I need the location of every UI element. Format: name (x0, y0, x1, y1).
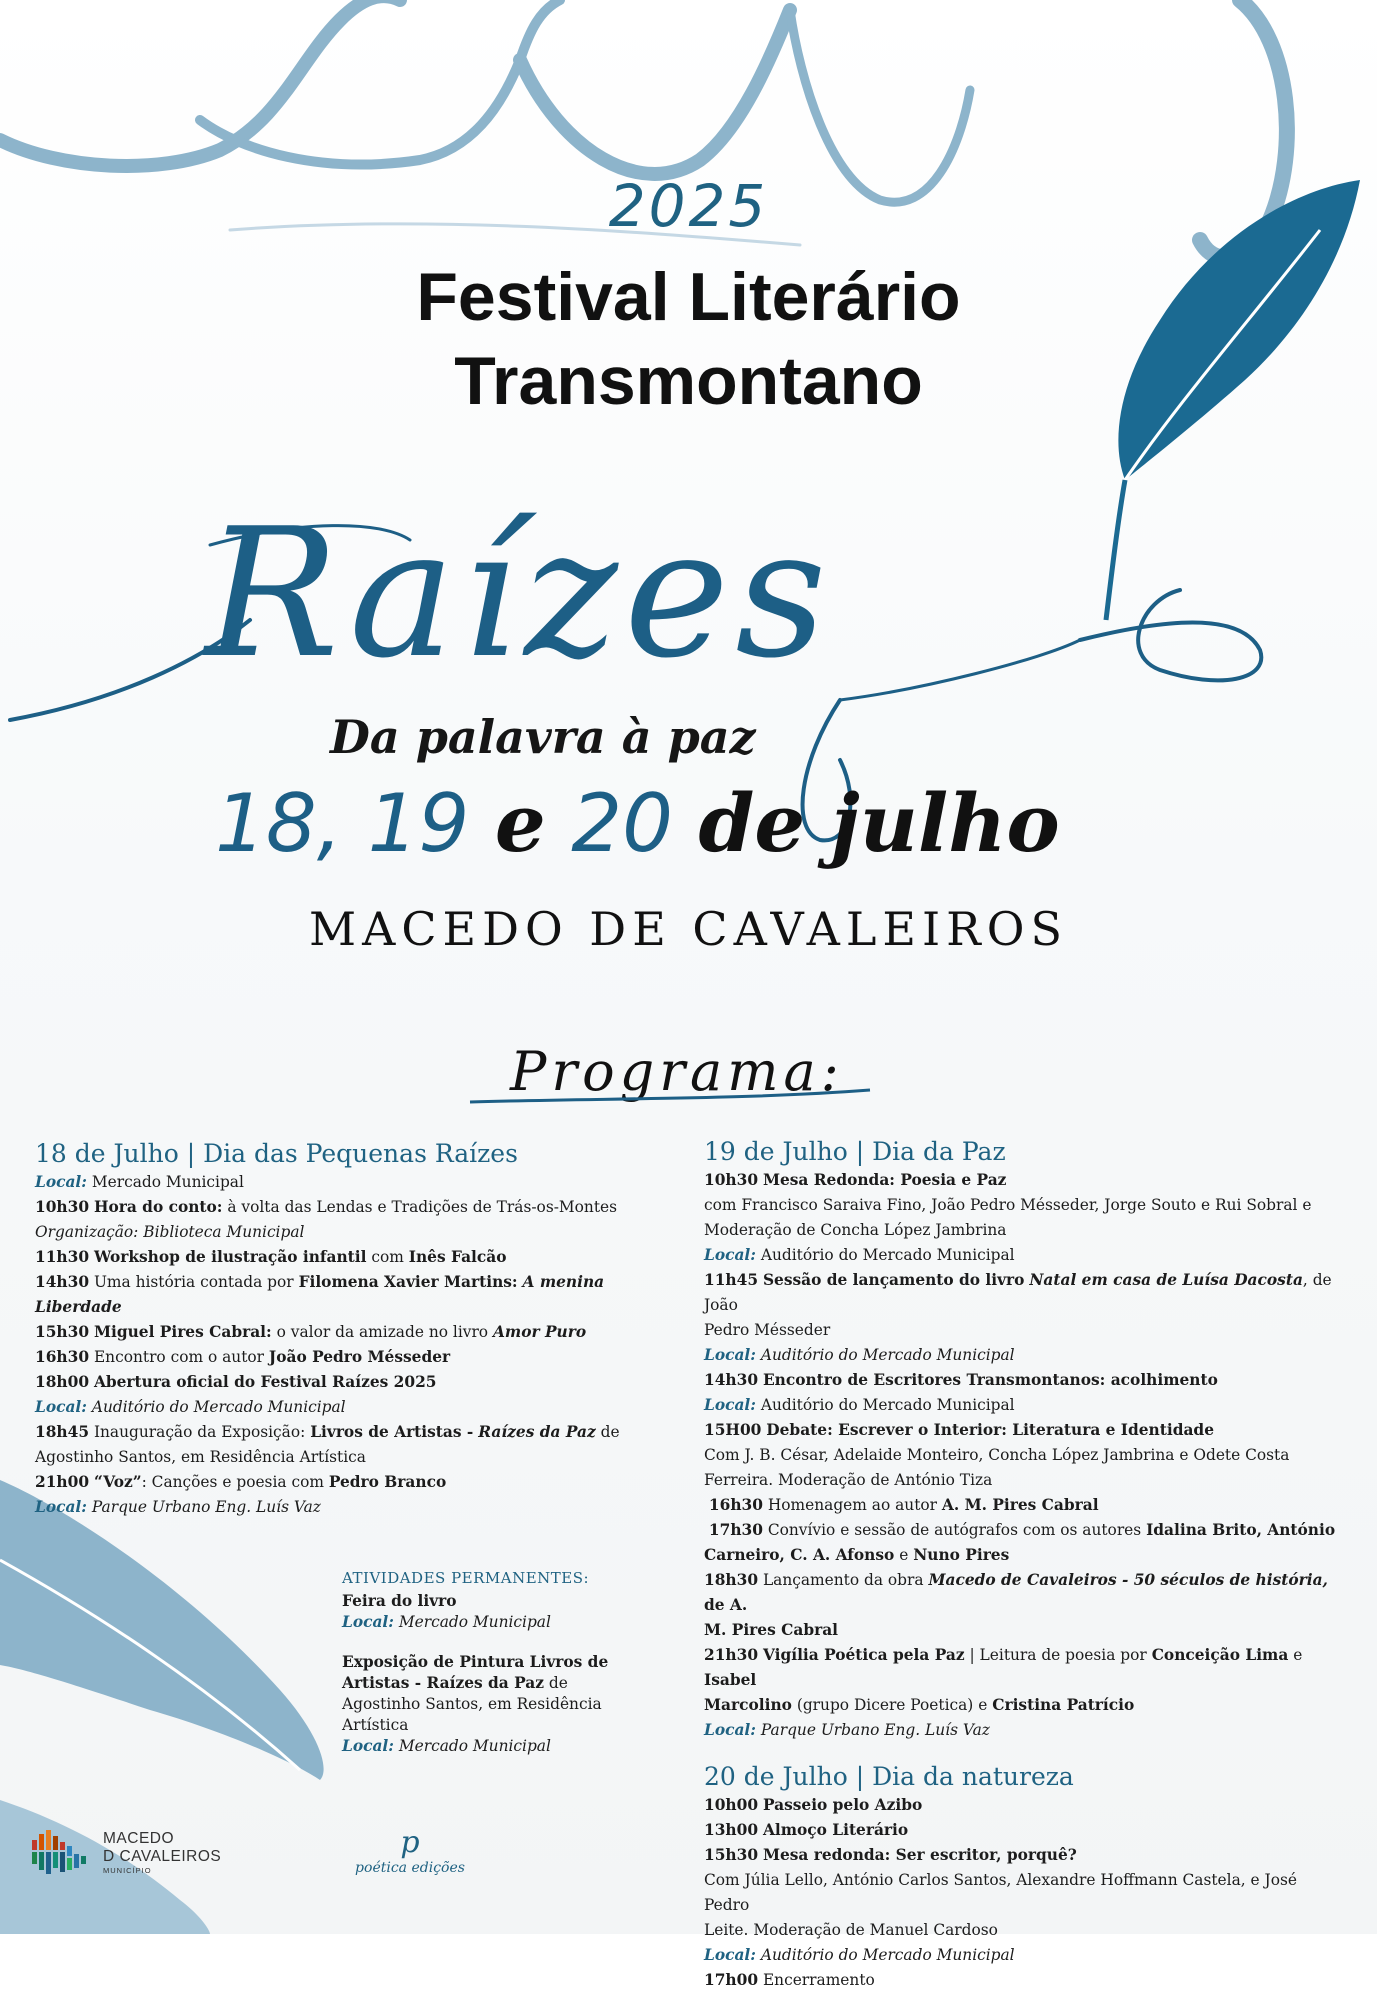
list-item: 16h30 Homenagem ao autor A. M. Pires Cabral (708, 1496, 1099, 1514)
list-item: Organização: Biblioteca Municipal (35, 1223, 305, 1241)
list-item: Local: Auditório do Mercado Municipal (704, 1346, 1015, 1364)
day2-heading: 19 de Julho | Dia da Paz (704, 1137, 1006, 1166)
list-item: 21h00 “Voz”: Canções e poesia com Pedro Branco (35, 1473, 447, 1491)
day2-schedule (704, 1136, 1344, 1993)
list-item: 17h00 Encerramento (704, 1971, 875, 1989)
municipality-name: MACEDO D CAVALEIROS MUNICÍPIO (103, 1830, 222, 1875)
dates-de: de (698, 776, 806, 870)
list-item: Com Júlia Lello, António Carlos Santos, Alexandre Hoffmann Castela, e José Pedro (704, 1871, 1297, 1914)
theme-subtitle: Da palavra à paz (330, 710, 756, 764)
permanent-heading: ATIVIDADES PERMANENTES: (342, 1569, 590, 1587)
list-item: Agostinho Santos, em Residência Artística (35, 1448, 366, 1466)
list-item: 13h00 Almoço Literário (704, 1821, 909, 1839)
list-item: 10h00 Passeio pelo Azibo (704, 1796, 923, 1814)
spacer (704, 1743, 1344, 1761)
dates-month: julho (830, 776, 1060, 870)
list-item: Exposição de Pintura Livros de Artistas - Raízes da Paz de Agostinho Santos, em Residência Artística (342, 1653, 609, 1734)
day1-schedule (35, 1138, 675, 1520)
list-item: M. Pires Cabral (704, 1621, 839, 1639)
list-item: Feira do livro (342, 1592, 457, 1610)
festival-title-line1: Festival Literário (416, 259, 961, 335)
list-item: 11h45 Sessão de lançamento do livro Natal em casa de Luísa Dacosta, de João (704, 1271, 1332, 1314)
list-item: 10h30 Mesa Redonda: Poesia e Paz (704, 1171, 1007, 1189)
day1-heading: 18 de Julho | Dia das Pequenas Raízes (35, 1139, 518, 1168)
day3-heading: 20 de Julho | Dia da natureza (704, 1762, 1074, 1791)
list-item: Pedro Mésseder (704, 1321, 831, 1339)
municipality-emblem-icon (30, 1826, 96, 1886)
publisher-name: poética edições (355, 1860, 465, 1876)
list-item: Leite. Moderação de Manuel Cardoso (704, 1921, 998, 1939)
list-item: 18h30 Lançamento da obra Macedo de Cavaleiros - 50 séculos de história, de A. (704, 1571, 1328, 1614)
permanent-activities (342, 1568, 622, 1757)
list-item: 11h30 Workshop de ilustração infantil com Inês Falcão (35, 1248, 507, 1266)
dates-days: 18, 19 (215, 777, 470, 870)
programa-heading: Programa: (510, 1040, 844, 1103)
festival-location: MACEDO DE CAVALEIROS (309, 902, 1068, 956)
list-item: Local: Parque Urbano Eng. Luís Vaz (704, 1721, 990, 1739)
theme-title: Raízes (205, 490, 833, 697)
list-item: 14h30 Encontro de Escritores Transmontanos: acolhimento (704, 1371, 1218, 1389)
list-item: Ferreira. Moderação de António Tiza (704, 1471, 993, 1489)
list-item: 21h30 Vigília Poética pela Paz | Leitura de poesia por Conceição Lima e Isabel (704, 1646, 1303, 1689)
municipality-logo (30, 1826, 240, 1888)
list-item: Local: Mercado Municipal (342, 1613, 551, 1631)
festival-title-line2: Transmontano (454, 343, 923, 419)
list-item: Com J. B. César, Adelaide Monteiro, Concha López Jambrina e Odete Costa (704, 1446, 1290, 1464)
list-item: 18h00 Abertura oficial do Festival Raízes 2025 (35, 1373, 437, 1391)
list-item: 14h30 Uma história contada por Filomena Xavier Martins: A menina Liberdade (35, 1273, 605, 1316)
list-item: 17h30 Convívio e sessão de autógrafos com os autores Idalina Brito, António (708, 1521, 1336, 1539)
list-item: 15h30 Mesa redonda: Ser escritor, porquê? (704, 1846, 1077, 1864)
list-item: 15H00 Debate: Escrever o Interior: Literatura e Identidade (704, 1421, 1214, 1439)
dates-day3: 20 (571, 777, 674, 870)
dates-and: e (494, 776, 546, 870)
list-item: Local: Auditório do Mercado Municipal (704, 1946, 1015, 1964)
list-item: com Francisco Saraiva Fino, João Pedro Mésseder, Jorge Souto e Rui Sobral e (704, 1196, 1312, 1214)
festival-year: 2025 (608, 172, 769, 240)
list-item: 15h30 Miguel Pires Cabral: o valor da amizade no livro Amor Puro (35, 1323, 587, 1341)
list-item: 16h30 Encontro com o autor João Pedro Mésseder (35, 1348, 451, 1366)
list-item: Local: Parque Urbano Eng. Luís Vaz (35, 1498, 321, 1516)
list-item: Local: Auditório do Mercado Municipal (704, 1246, 1015, 1264)
publisher-logo (345, 1826, 475, 1892)
publisher-mark-icon: p (400, 1825, 420, 1860)
list-item: Marcolino (grupo Dicere Poetica) e Cristina Patrício (704, 1696, 1135, 1714)
list-item: Moderação de Concha López Jambrina (704, 1221, 1007, 1239)
list-item: 10h30 Hora do conto: à volta das Lendas e Tradições de Trás-os-Montes (35, 1198, 618, 1216)
spacer (342, 1633, 622, 1652)
list-item: 18h45 Inauguração da Exposição: Livros de Artistas - Raízes da Paz de (35, 1423, 620, 1441)
list-item: Local: Auditório do Mercado Municipal (35, 1398, 346, 1416)
list-item: Local: Mercado Municipal (35, 1173, 244, 1191)
list-item: Local: Mercado Municipal (342, 1737, 551, 1755)
list-item: Carneiro, C. A. Afonso e Nuno Pires (704, 1546, 1010, 1564)
list-item: Local: Auditório do Mercado Municipal (704, 1396, 1015, 1414)
